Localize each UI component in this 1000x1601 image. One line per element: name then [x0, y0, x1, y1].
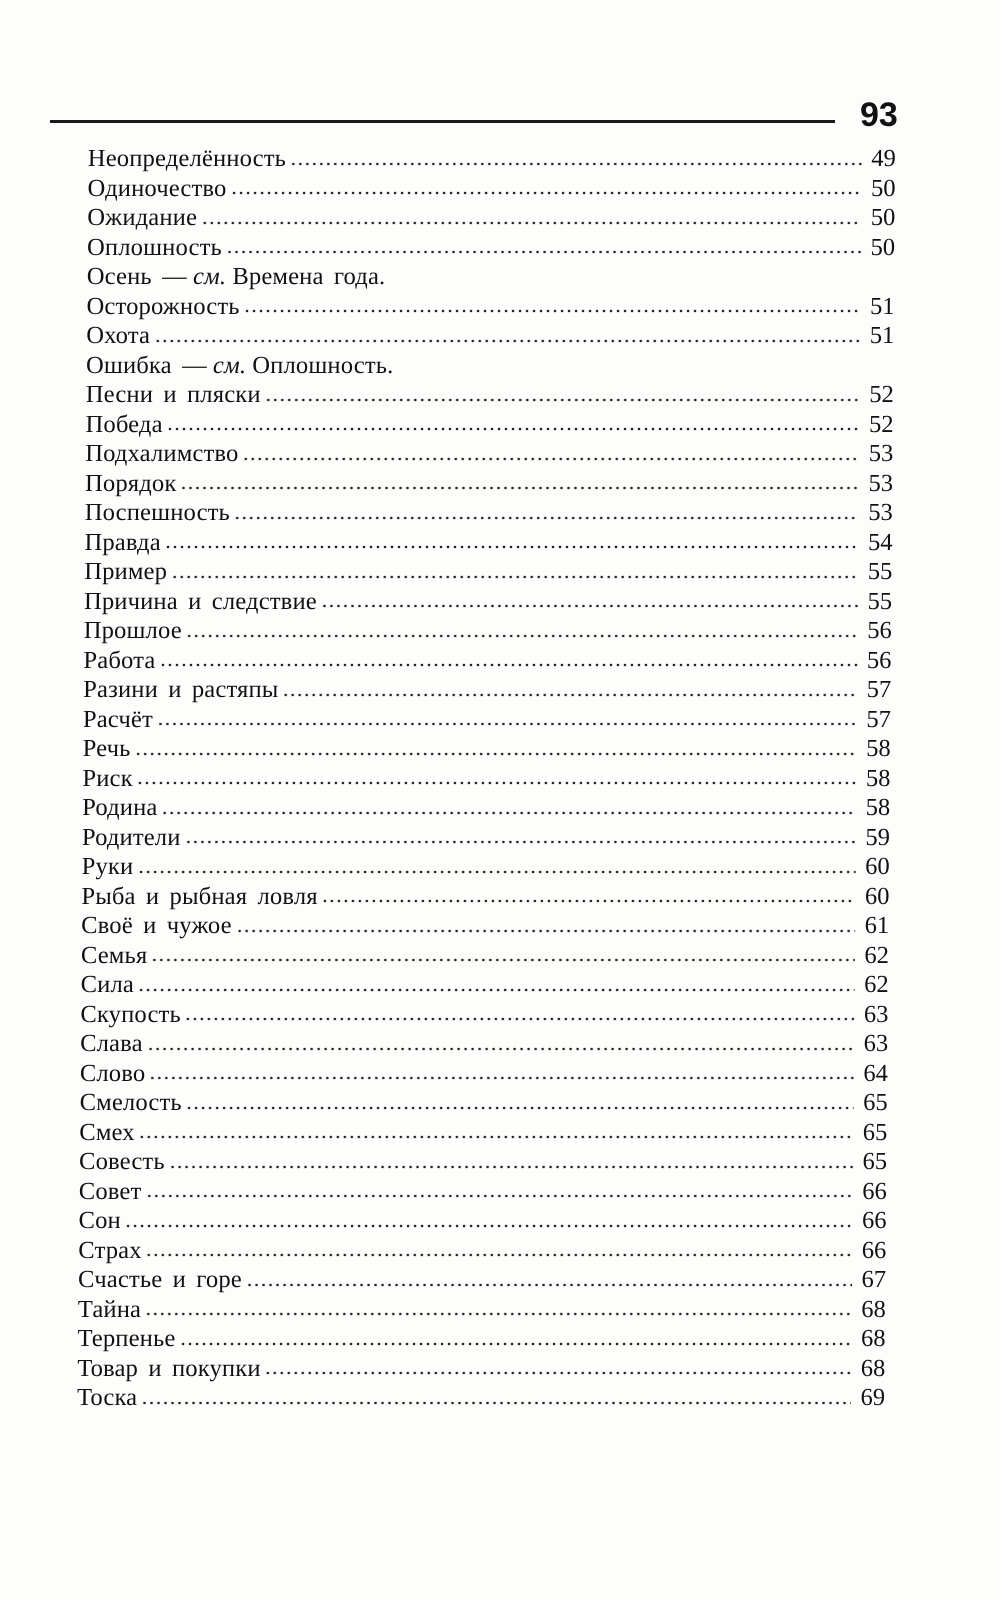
entry-title: Скупость: [80, 1000, 182, 1028]
toc-entry: [79, 1147, 887, 1177]
dot-leader: [236, 928, 855, 934]
entry-page-number: 65: [862, 1118, 888, 1146]
toc-entry: [81, 941, 889, 971]
entry-title: Родина: [82, 794, 158, 821]
dot-leader: [154, 338, 860, 344]
toc-entry: [82, 823, 890, 853]
entry-title: Оплошность: [86, 233, 223, 261]
entry-title: Совет: [78, 1177, 142, 1205]
toc-entry: [83, 646, 891, 676]
entry-title: Тайна: [77, 1295, 142, 1323]
entry-title: Слава: [80, 1030, 143, 1057]
dot-leader: [179, 1341, 851, 1347]
dot-leader: [147, 1046, 854, 1052]
entry-page-number: 58: [865, 764, 891, 792]
entry-page-number: 57: [866, 676, 892, 703]
toc-entry: [81, 970, 889, 1000]
entry-title: Одиночество: [87, 174, 227, 202]
entry-title: Своё и чужое: [81, 912, 232, 939]
toc-entry: [82, 793, 890, 823]
entry-title: Совесть: [79, 1148, 165, 1175]
toc-entry: [84, 557, 892, 587]
entry-page-number: 58: [866, 735, 891, 762]
entry-title: Охота: [86, 322, 151, 349]
entry-title: Слово: [79, 1059, 146, 1087]
toc-entry: [77, 1324, 885, 1354]
toc-entry: [77, 1383, 885, 1413]
dot-leader: [185, 1016, 855, 1022]
toc-entry: [85, 498, 893, 528]
entry-page-number: 56: [867, 617, 892, 644]
dot-leader: [230, 190, 861, 196]
toc-entry: [80, 1088, 888, 1118]
dot-leader: [265, 1370, 852, 1376]
toc-entry: [83, 734, 891, 764]
toc-entry: [84, 587, 892, 617]
toc-entry: [80, 1029, 888, 1059]
entry-page-number: 52: [868, 410, 894, 438]
dot-leader: [226, 249, 861, 255]
dot-leader: [138, 987, 855, 993]
entry-page-number: 62: [864, 971, 889, 998]
dot-leader: [234, 515, 859, 521]
toc-entry: [78, 1236, 886, 1266]
header-rule: [50, 120, 835, 123]
entry-page-number: 68: [860, 1325, 886, 1352]
entry-page-number: 56: [866, 646, 892, 674]
entry-page-number: 52: [869, 381, 894, 408]
entry-page-number: 60: [865, 853, 890, 880]
entry-title: Расчёт: [82, 705, 154, 733]
entry-page-number: 50: [870, 233, 896, 261]
entry-title: Товар и покупки: [77, 1354, 261, 1382]
ref-term: Осень —: [86, 263, 188, 290]
entry-page-number: 66: [861, 1236, 887, 1264]
toc-entry: [85, 439, 893, 469]
entry-title: Правда: [84, 528, 161, 556]
dot-leader: [180, 485, 859, 491]
dot-leader: [169, 1164, 853, 1170]
toc-entry: [82, 852, 890, 882]
dot-leader: [149, 1075, 854, 1081]
entry-title: Смелость: [79, 1089, 182, 1116]
dot-leader: [186, 1105, 854, 1111]
entry-page-number: 66: [861, 1207, 887, 1234]
toc-entry: [79, 1177, 887, 1207]
entry-title: Риск: [82, 764, 133, 792]
dot-leader: [159, 662, 857, 668]
toc-entry: [87, 203, 895, 233]
dot-leader: [201, 220, 861, 226]
entry-page-number: 63: [863, 1030, 889, 1057]
dot-leader: [242, 456, 859, 462]
toc-cross-reference: [87, 262, 895, 292]
entry-title: Тоска: [76, 1384, 138, 1411]
toc-entry: [84, 616, 892, 646]
entry-title: Речь: [82, 735, 131, 762]
entry-title: Руки: [81, 853, 134, 880]
entry-page-number: 55: [867, 587, 893, 615]
toc-entry: [84, 528, 892, 558]
entry-title: Осторожность: [86, 292, 240, 320]
dot-leader: [146, 1252, 853, 1258]
entry-title: Сила: [80, 971, 135, 998]
dot-leader: [137, 869, 855, 875]
dot-leader: [290, 161, 862, 167]
dot-leader: [165, 544, 859, 550]
toc-entry: [80, 1000, 888, 1030]
toc-entry: [86, 292, 894, 322]
entry-page-number: 68: [861, 1295, 886, 1323]
ref-see-marker: см.: [192, 263, 227, 290]
entry-page-number: 66: [862, 1177, 887, 1205]
dot-leader: [167, 426, 860, 432]
toc-entry: [81, 882, 889, 912]
entry-title: Разини и растяпы: [83, 676, 279, 703]
toc-entry: [86, 321, 894, 351]
dot-leader: [139, 1134, 854, 1140]
entry-page-number: 69: [860, 1384, 886, 1411]
dot-leader: [145, 1193, 852, 1199]
entry-title: Сон: [78, 1207, 122, 1234]
entry-title: Победа: [85, 410, 163, 438]
entry-page-number: 65: [862, 1148, 888, 1175]
dot-leader: [161, 810, 856, 816]
entry-page-number: 54: [867, 528, 893, 556]
entry-page-number: 60: [864, 882, 890, 910]
dot-leader: [135, 751, 857, 757]
toc-entry: [82, 764, 890, 794]
toc-entry: [81, 911, 889, 941]
entry-title: Песни и пляски: [85, 381, 261, 408]
toc-entry: [78, 1206, 886, 1236]
ref-see-marker: см.: [212, 351, 247, 379]
dot-leader: [282, 692, 857, 698]
entry-page-number: 50: [870, 174, 896, 202]
entry-page-number: 63: [863, 1000, 889, 1028]
entry-page-number: 61: [864, 912, 890, 939]
entry-page-number: 53: [868, 440, 894, 467]
entry-page-number: 49: [871, 145, 896, 172]
entry-title: Неопределённость: [87, 145, 287, 172]
entry-title: Смех: [79, 1118, 135, 1146]
entry-title: Работа: [83, 646, 156, 674]
toc-entry: [88, 144, 896, 174]
entry-title: Терпенье: [77, 1325, 176, 1352]
entry-page-number: 50: [870, 204, 896, 231]
toc-entry: [77, 1354, 885, 1384]
entry-title: Ожидание: [87, 204, 198, 231]
dot-leader: [265, 397, 860, 403]
entry-title: Прошлое: [83, 617, 182, 644]
dot-leader: [145, 1311, 852, 1317]
entry-title: Поспешность: [84, 499, 231, 526]
entry-page-number: 51: [869, 292, 895, 320]
page-number: 93: [860, 96, 898, 134]
dot-leader: [185, 839, 856, 845]
dot-leader: [246, 1282, 852, 1288]
dot-leader: [141, 1400, 851, 1406]
toc-entry: [78, 1295, 886, 1325]
entry-page-number: 65: [863, 1089, 888, 1116]
toc-entry: [83, 705, 891, 735]
entry-page-number: 67: [861, 1266, 887, 1293]
ref-target: Оплошность.: [252, 351, 394, 379]
dot-leader: [321, 603, 858, 609]
toc-entry: [86, 380, 894, 410]
toc-entry: [80, 1059, 888, 1089]
toc-entry: [85, 410, 893, 440]
entry-title: Рыба и рыбная ловля: [81, 882, 318, 910]
entry-page-number: 62: [864, 941, 890, 969]
toc-entry: [79, 1118, 887, 1148]
entry-title: Счастье и горе: [77, 1266, 243, 1293]
entry-title: Порядок: [84, 469, 177, 497]
entry-page-number: 68: [860, 1354, 886, 1382]
dot-leader: [171, 574, 858, 580]
entry-title: Причина и следствие: [83, 587, 318, 615]
entry-title: Страх: [78, 1236, 142, 1264]
ref-target: Времена года.: [232, 263, 386, 290]
dot-leader: [244, 308, 861, 314]
dot-leader: [125, 1223, 853, 1229]
toc-entry: [83, 675, 891, 705]
entry-page-number: 51: [869, 322, 895, 349]
dot-leader: [151, 957, 855, 963]
dot-leader: [322, 898, 856, 904]
table-of-contents: [77, 144, 896, 1413]
entry-page-number: 59: [865, 823, 891, 851]
entry-page-number: 55: [867, 558, 893, 585]
toc-entry: [78, 1265, 886, 1295]
entry-title: Родители: [81, 823, 181, 851]
entry-page-number: 64: [863, 1059, 889, 1087]
ref-term: Ошибка —: [85, 351, 207, 379]
dot-leader: [157, 721, 857, 727]
dot-leader: [186, 633, 858, 639]
toc-entry: [87, 233, 895, 263]
toc-entry: [85, 469, 893, 499]
entry-title: Семья: [80, 941, 148, 969]
entry-page-number: 57: [866, 705, 892, 733]
entry-title: Пример: [84, 558, 168, 585]
dot-leader: [137, 780, 857, 786]
toc-entry: [87, 174, 895, 204]
entry-page-number: 53: [868, 469, 894, 497]
entry-title: Подхалимство: [85, 440, 239, 467]
entry-page-number: 58: [865, 794, 891, 821]
entry-page-number: 53: [868, 499, 893, 526]
toc-cross-reference: [86, 351, 894, 381]
